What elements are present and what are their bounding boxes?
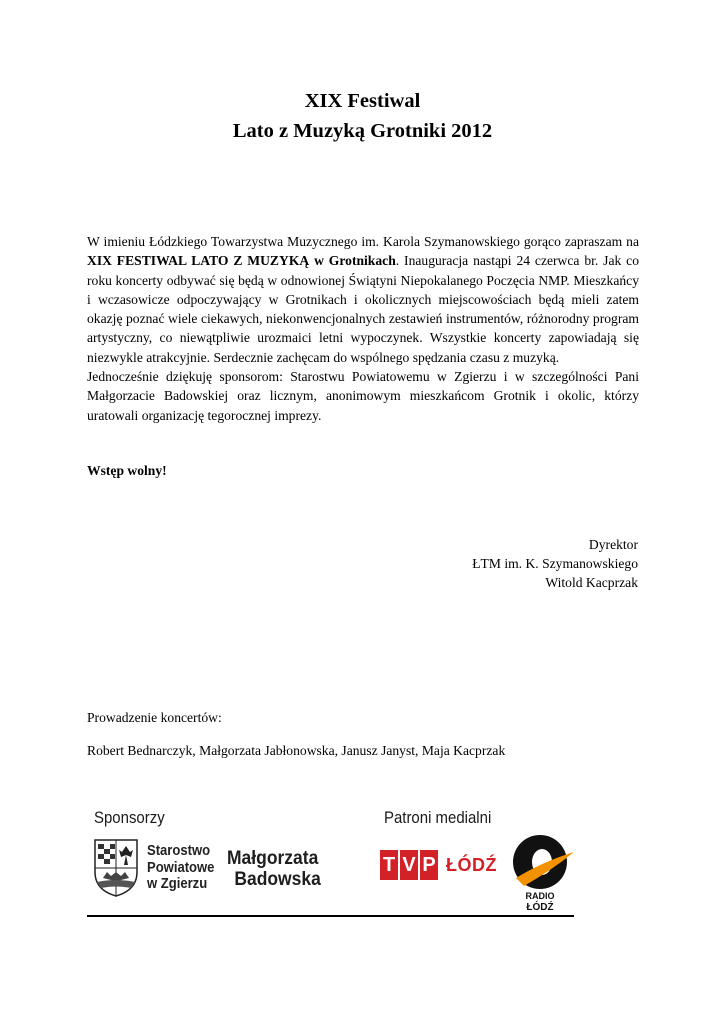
radio-lodz-line2: ŁÓDŹ [526, 902, 554, 913]
badowska-first-name: Małgorzata [227, 848, 319, 869]
starostwo-line3: w Zgierzu [147, 876, 208, 892]
hosts-names: Robert Bednarczyk, Małgorzata Jabłonowska, Janusz Janyst, Maja Kacprzak [87, 743, 506, 758]
radio-lodz-logo-icon [512, 830, 576, 914]
county-crest-icon [93, 838, 139, 898]
badowska-logo [227, 848, 329, 890]
signature-role: Dyrektor [588, 537, 638, 552]
tvp-city-name: ŁÓDŹ [446, 854, 497, 875]
tvp-letter-t: T [380, 850, 398, 880]
invitation-text-2: . Inauguracja nastąpi 24 czerwca br. Jak co roku koncerty odbywać się będą w odnowionej Świątyni Niepokalanego Poczęcia NMP. Mieszkańcy i wczasowicze odpoczywający w Grotnikach i okolicznych miejscowościach będą mieli zatem okazję poznać wiele ciekawych, niekonwencjonalnych zestawień instrumentów, różnorodny program artystyczny, co niewątpliwie urozmaici letni wypoczynek. Wszystkie koncerty zapowiadają się niezwykle atrakcyjnie. Serdecznie zachęcam do wspólnego spędzania czasu z muzyką. [87, 253, 640, 365]
signature-name: Witold Kacprzak [545, 575, 638, 590]
invitation-paragraph [87, 232, 639, 367]
badowska-last-name: Badowska [234, 869, 321, 890]
festival-name-bold: XIX FESTIWAL LATO Z MUZYKĄ w Grotnikach [87, 253, 396, 269]
radio-lodz-line1: RADIO [525, 891, 555, 901]
hosts-label: Prowadzenie koncertów: [87, 710, 222, 725]
starostwo-logo [147, 843, 222, 893]
starostwo-line2: Powiatowe [147, 859, 215, 876]
media-partners-label: Patroni medialni [384, 808, 492, 827]
intro-text [87, 232, 639, 425]
invitation-text-1: W imieniu Łódzkiego Towarzystwa Muzycznego im. Karola Szymanowskiego gorąco zapraszam na [87, 234, 639, 249]
tvp-letter-p: P [420, 850, 438, 880]
festival-title-line1: XIX Festiwal [304, 90, 421, 112]
footer-divider [87, 915, 574, 917]
tvp-letter-v: V [400, 850, 418, 880]
tvp-lodz-logo [380, 850, 497, 880]
sponsors-label: Sponsorzy [94, 808, 165, 827]
thanks-paragraph: Jednocześnie dziękuję sponsorom: Starostwu Powiatowemu w Zgierzu i w szczególności Pani Małgorzacie Badowskiej oraz licznym, anonimowym mieszkańcom Grotnik i okolic, którzy uratowali organizację tegorocznej imprezy. [87, 369, 639, 423]
festival-title-line2: Lato z Muzyką Grotniki 2012 [232, 120, 493, 142]
starostwo-line1: Starostwo [147, 843, 211, 859]
free-entry-note: Wstęp wolny! [87, 463, 167, 478]
signature-org: ŁTM im. K. Szymanowskiego [472, 556, 638, 571]
